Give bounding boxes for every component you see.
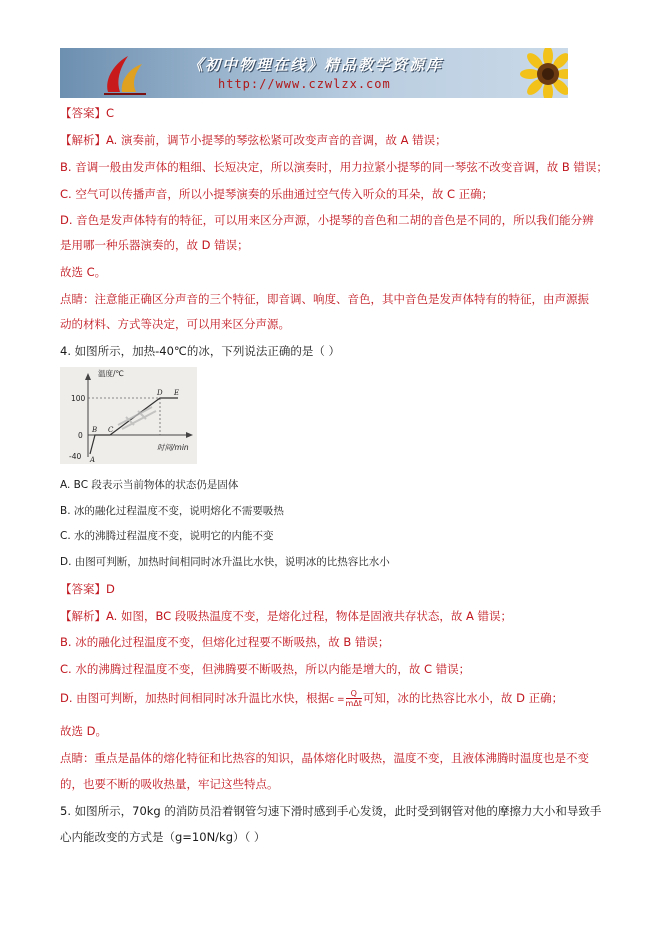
q5-stem-2: 心内能改变的方式是（g=10N/kg）（ ）	[60, 830, 266, 844]
y-axis-label: 温度/℃	[98, 369, 124, 378]
q4-tip-2: 的，也要不断的吸收热量，牢记这些特点。	[60, 777, 279, 791]
q4-analysis-a: 【解析】A. 如图，BC 段吸热温度不变，是熔化过程，物体是固液共存状态，故 A 错误；	[60, 609, 513, 623]
banner-title: 《初中物理在线》精品教学资源库	[188, 56, 444, 74]
q4-answer: 【答案】D	[60, 582, 115, 596]
tick-0: 0	[78, 431, 83, 440]
q3-analysis-a: 【解析】A. 演奏前，调节小提琴的琴弦松紧可改变声音的音调，故 A 错误；	[60, 133, 447, 147]
q4-heating-curve-figure	[60, 367, 197, 464]
q4-option-d: D. 由图可判断，加热时间相同时冰升温比水快，说明冰的比热容比水小	[60, 556, 390, 568]
tick-100: 100	[71, 394, 86, 403]
q4-conclusion: 故选 D。	[60, 724, 108, 738]
point-e-label: E	[174, 389, 180, 397]
q4-analysis-d-post: 可知，冰的比热容比水小，故 D 正确；	[362, 691, 564, 705]
q3-analysis-c: C. 空气可以传播声音，所以小提琴演奏的乐曲通过空气传入听众的耳朵，故 C 正确；	[60, 187, 494, 201]
banner-url[interactable]: http://www.czwlzx.com	[218, 77, 391, 91]
formula-lhs: c =	[329, 695, 345, 705]
q4-tip-1: 点睛：重点是晶体的熔化特征和比热容的知识，晶体熔化时吸热，温度不变，且液体沸腾时温度也是不变	[60, 751, 589, 765]
q4-stem: 4. 如图所示，加热-40℃的冰，下列说法正确的是（ ）	[60, 344, 340, 358]
q5-stem-1: 5. 如图所示，70kg 的消防员沿着钢管匀速下滑时感到手心发烫，此时受到钢管对他的摩擦力大小和导致手	[60, 804, 602, 818]
q3-analysis-d2: 是用哪一种乐器演奏的，故 D 错误；	[60, 238, 249, 252]
x-axis-label: 时间/min	[157, 443, 189, 452]
heating-curve-graph	[60, 367, 197, 464]
q3-conclusion: 故选 C。	[60, 265, 107, 279]
q4-analysis-c: C. 水的沸腾过程温度不变，但沸腾要不断吸热，所以内能是增大的，故 C 错误；	[60, 662, 471, 676]
formula-numerator: Q	[346, 689, 362, 699]
point-a-label: A	[90, 456, 96, 464]
sunflower-image	[512, 48, 568, 98]
q4-analysis-d	[60, 689, 563, 708]
q3-analysis-d1: D. 音色是发声体特有的特征，可以用来区分声源，小提琴的音色和二胡的音色是不同的，所以我们能分辨	[60, 213, 594, 227]
q3-answer: 【答案】C	[60, 106, 115, 120]
formula-fraction	[346, 689, 362, 708]
point-d-label: D	[157, 389, 163, 397]
q3-tip-2: 动的材料、方式等决定，可以用来区分声源。	[60, 317, 290, 331]
point-c-label: C	[108, 426, 114, 434]
header-banner	[60, 48, 568, 98]
q3-analysis-b: B. 音调一般由发声体的粗细、长短决定，所以演奏时，用力拉紧小提琴的同一琴弦不改变音调，故 B 错误；	[60, 160, 608, 174]
q4-analysis-d-pre: D. 由图可判断，加热时间相同时冰升温比水快，根据	[60, 691, 330, 705]
q3-tip-1: 点睛：注意能正确区分声音的三个特征，即音调、响度、音色，其中音色是发声体特有的特征，由声源振	[60, 292, 589, 306]
point-b-label: B	[92, 426, 98, 434]
q4-analysis-b: B. 冰的融化过程温度不变，但熔化过程要不断吸热，故 B 错误；	[60, 635, 390, 649]
formula-denominator: mΔt	[345, 699, 362, 708]
q4-option-c: C. 水的沸腾过程温度不变，说明它的内能不变	[60, 530, 274, 542]
q4-option-a: A. BC 段表示当前物体的状态仍是固体	[60, 479, 239, 491]
watermark-scribble	[118, 407, 156, 429]
q4-option-b: B. 冰的融化过程温度不变，说明熔化不需要吸热	[60, 505, 284, 517]
site-logo	[90, 48, 160, 98]
tick-neg40: -40	[69, 452, 82, 461]
